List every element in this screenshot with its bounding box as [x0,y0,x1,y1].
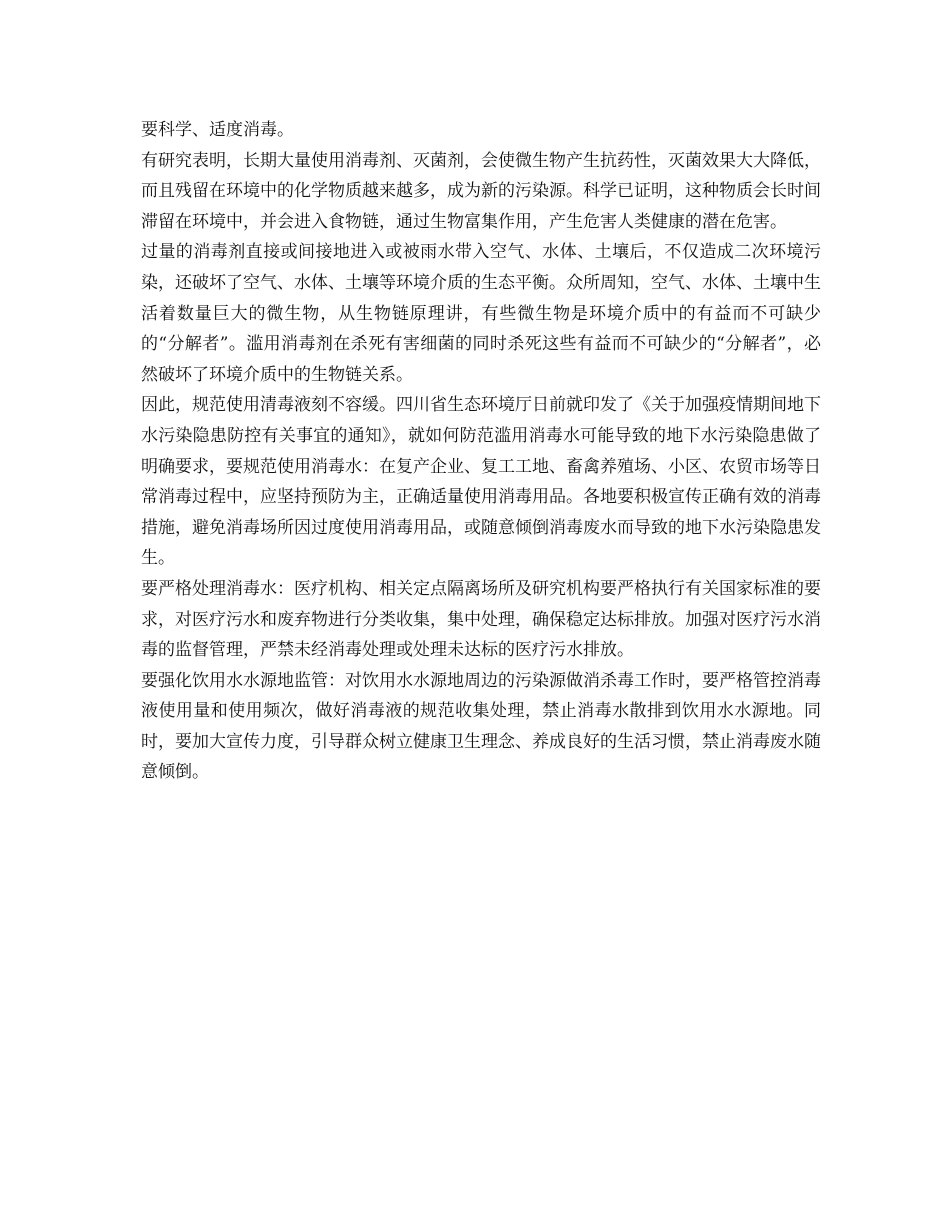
paragraph-2: 有研究表明，长期大量使用消毒剂、灭菌剂，会使微生物产生抗药性，灭菌效果大大降低，而且残留在环境中的化学物质越来越多，成为新的污染源。科学已证明，这种物质会长时间滞留在环境中，并会进入食物链，通过生物富集作用，产生危害人类健康的潜在危害。 [141,150,821,232]
paragraph-5: 要严格处理消毒水：医疗机构、相关定点隔离场所及研究机构要严格执行有关国家标准的要求，对医疗污水和废弃物进行分类收集，集中处理，确保稳定达标排放。加强对医疗污水消毒的监督管理，严禁未经消毒处理或处理未达标的医疗污水排放。 [141,578,821,661]
paragraph-6: 要强化饮用水水源地监管：对饮用水水源地周边的污染源做消杀毒工作时，要严格管控消毒液使用量和使用频次，做好消毒液的规范收集处理，禁止消毒水散排到饮用水水源地。同时，要加大宣传力度，引导群众树立健康卫生理念、养成良好的生活习惯，禁止消毒废水随意倾倒。 [141,670,821,783]
document-body [141,115,821,788]
paragraph-3: 过量的消毒剂直接或间接地进入或被雨水带入空气、水体、土壤后，不仅造成二次环境污染，还破坏了空气、水体、土壤等环境介质的生态平衡。众所周知，空气、水体、土壤中生活着数量巨大的微生物，从生物链原理讲，有些微生物是环境介质中的有益而不可缺少的“分解者”。滥用消毒剂在杀死有害细菌的同时杀死这些有益而不可缺少的“分解者”，必然破坏了环境介质中的生物链关系。 [141,242,821,385]
paragraph-4: 因此，规范使用清毒液刻不容缓。四川省生态环境厅日前就印发了《关于加强疫情期间地下水污染隐患防控有关事宜的通知》，就如何防范滥用消毒水可能导致的地下水污染隐患做了明确要求，要规范使用消毒水：在复产企业、复工工地、畜禽养殖场、小区、农贸市场等日常消毒过程中，应坚持预防为主，正确适量使用消毒用品。各地要积极宣传正确有效的消毒措施，避免消毒场所因过度使用消毒用品，或随意倾倒消毒废水而导致的地下水污染隐患发生。 [141,395,821,569]
paragraph-1: 要科学、适度消毒。 [141,120,294,140]
